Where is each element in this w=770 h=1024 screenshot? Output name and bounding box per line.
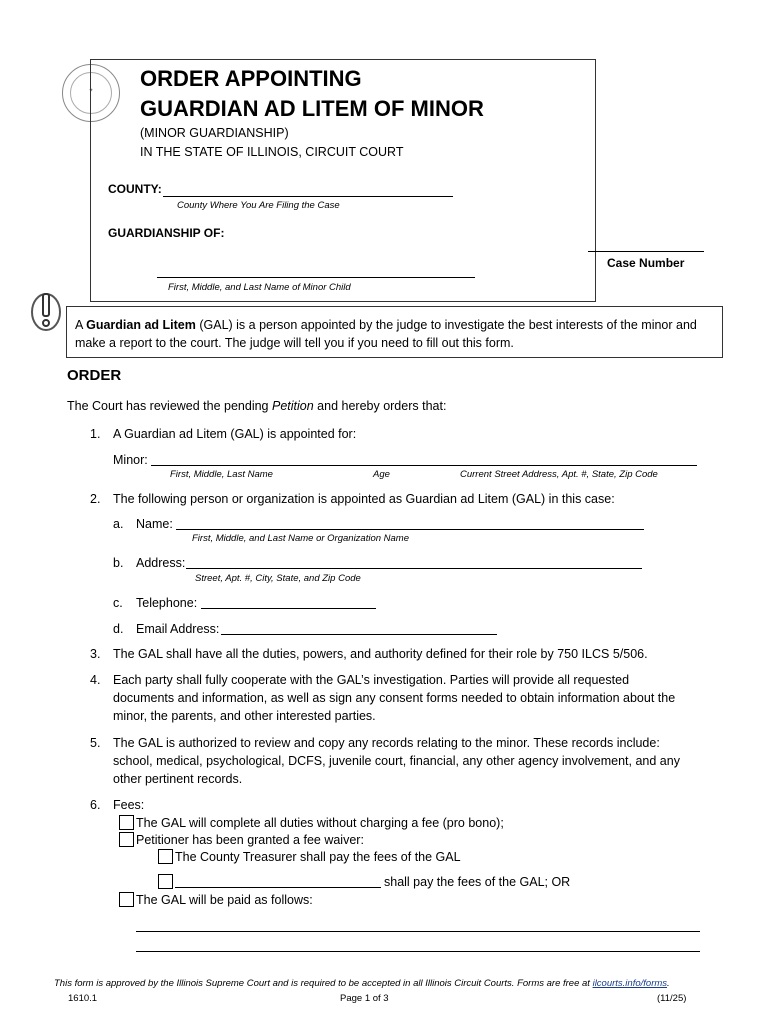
county-label: COUNTY:: [108, 182, 162, 196]
item-5-line-2: school, medical, psychological, DCFS, juvenile court, financial, any other agency involvement, and any: [113, 754, 680, 768]
county-treasurer-text: The County Treasurer shall pay the fees of the GAL: [175, 850, 461, 864]
gal-notice-line-1: A Guardian ad Litem (GAL) is a person appointed by the judge to investigate the best interests of the minor and: [75, 318, 697, 332]
form-number: 1610.1: [68, 993, 98, 1004]
item-2b-label: b.: [113, 556, 124, 570]
gal-address-caption: Street, Apt. #, City, State, and Zip Code: [195, 573, 361, 584]
item-4-line-2: documents and information, as well as sign any consent forms needed to obtain information about the: [113, 691, 676, 705]
item-4-line-3: minor, the parents, and other interested parties.: [113, 709, 376, 723]
exclamation-icon: [30, 288, 62, 332]
item-1-number: 1.: [90, 427, 101, 441]
item-2a-label: a.: [113, 517, 124, 531]
item-4-number: 4.: [90, 673, 101, 687]
other-payer-checkbox[interactable]: [158, 874, 173, 889]
minor-child-caption: First, Middle, and Last Name of Minor Child: [168, 282, 351, 293]
title-line-2: GUARDIAN AD LITEM OF MINOR: [140, 96, 484, 121]
minor-caption-age: Age: [373, 469, 390, 480]
item-2c-label: c.: [113, 596, 123, 610]
item-2-number: 2.: [90, 492, 101, 506]
gal-email-line[interactable]: [221, 634, 497, 635]
case-number-line[interactable]: [588, 251, 704, 252]
form-title: [140, 64, 484, 124]
gal-name-line[interactable]: [176, 529, 644, 530]
form-date: (11/25): [657, 993, 687, 1004]
minor-label: Minor:: [113, 453, 148, 467]
gal-email-label: Email Address:: [136, 622, 220, 636]
pro-bono-text: The GAL will complete all duties without charging a fee (pro bono);: [136, 816, 504, 830]
other-payer-line[interactable]: [175, 887, 381, 888]
fee-waiver-text: Petitioner has been granted a fee waiver:: [136, 833, 364, 847]
item-3-number: 3.: [90, 647, 101, 661]
gal-telephone-line[interactable]: [201, 608, 376, 609]
paid-as-follows-text: The GAL will be paid as follows:: [136, 893, 313, 907]
gal-notice-line-2: make a report to the court. The judge will tell you if you need to fill out this form.: [75, 336, 514, 350]
forms-link[interactable]: ilcourts.info/forms: [592, 978, 668, 989]
item-6-number: 6.: [90, 798, 101, 812]
payment-terms-line-1[interactable]: [136, 931, 700, 932]
other-payer-text: shall pay the fees of the GAL; OR: [384, 875, 571, 889]
county-input-line[interactable]: [163, 196, 453, 197]
guardianship-of-label: GUARDIANSHIP OF:: [108, 226, 225, 240]
gal-telephone-label: Telephone:: [136, 596, 198, 610]
minor-info-line[interactable]: [151, 465, 697, 466]
order-heading: ORDER: [67, 367, 122, 384]
item-5-line-3: other pertinent records.: [113, 772, 243, 786]
minor-caption-name: First, Middle, Last Name: [170, 469, 273, 480]
case-number-label: Case Number: [607, 256, 685, 270]
minor-child-name-line[interactable]: [157, 277, 475, 278]
item-4-line-1: Each party shall fully cooperate with the GAL’s investigation. Parties will provide all requested: [113, 673, 630, 687]
pro-bono-checkbox[interactable]: [119, 815, 134, 830]
paid-as-follows-checkbox[interactable]: [119, 892, 134, 907]
gal-address-line[interactable]: [186, 568, 642, 569]
page-number: Page 1 of 3: [340, 993, 389, 1004]
gal-notice-bold: Guardian ad Litem: [86, 318, 196, 332]
subtitle-state-court: IN THE STATE OF ILLINOIS, CIRCUIT COURT: [140, 145, 404, 159]
county-caption: County Where You Are Filing the Case: [177, 200, 340, 211]
fees-label: Fees:: [113, 798, 145, 812]
gal-name-caption: First, Middle, and Last Name or Organization Name: [192, 533, 410, 544]
subtitle-minor-guardianship: (MINOR GUARDIANSHIP): [140, 126, 289, 140]
fee-waiver-checkbox[interactable]: [119, 832, 134, 847]
item-2d-label: d.: [113, 622, 124, 636]
footer-approval-notice: This form is approved by the Illinois Supreme Court and is required to be accepted in all Illinois Circuit Courts. Forms are free at ilcourts.info/forms.: [54, 978, 670, 989]
item-1-text: A Guardian ad Litem (GAL) is appointed for:: [113, 427, 357, 441]
item-2-text: The following person or organization is appointed as Guardian ad Litem (GAL) in this case:: [113, 492, 615, 506]
item-3-text: The GAL shall have all the duties, powers, and authority defined for their role by 750 ILCS 5/506.: [113, 647, 648, 661]
county-treasurer-checkbox[interactable]: [158, 849, 173, 864]
item-5-number: 5.: [90, 736, 101, 750]
court-seal-icon: ✦: [62, 64, 120, 122]
title-line-1: ORDER APPOINTING: [140, 66, 362, 91]
item-5-line-1: The GAL is authorized to review and copy any records relating to the minor. These records include:: [113, 736, 660, 750]
minor-caption-address: Current Street Address, Apt. #, State, Zip Code: [460, 469, 658, 480]
payment-terms-line-2[interactable]: [136, 951, 700, 952]
order-intro: The Court has reviewed the pending Petition and hereby orders that:: [67, 399, 447, 413]
gal-name-label: Name:: [136, 517, 173, 531]
gal-address-label: Address:: [136, 556, 186, 570]
